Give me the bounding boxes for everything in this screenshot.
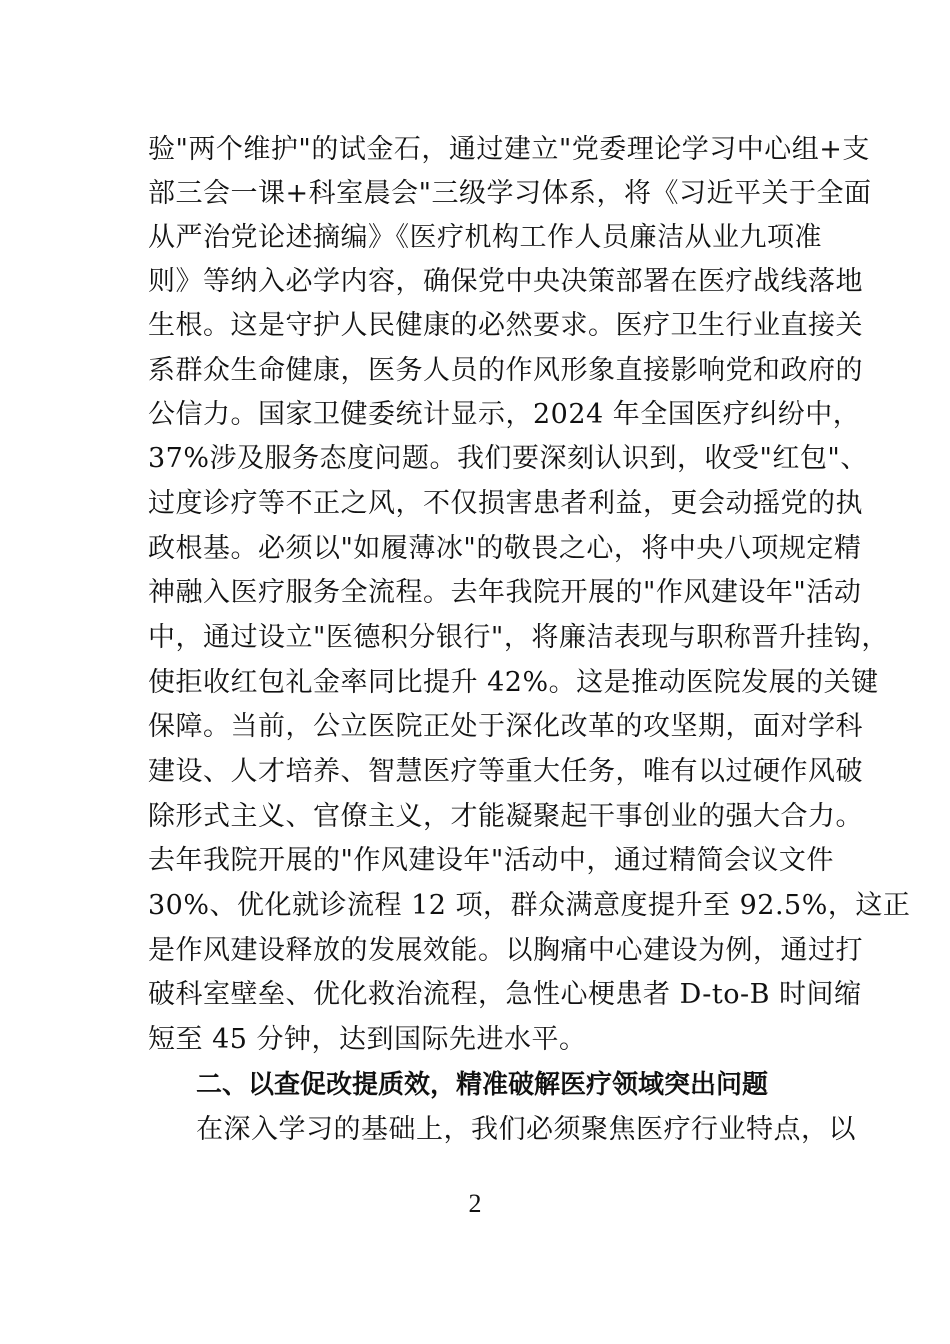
body-line-20: 破科室壁垒、优化救治流程，急性心梗患者 D-to-B 时间缩 bbox=[148, 979, 862, 1010]
body-line-6: 系群众生命健康，医务人员的作风形象直接影响党和政府的 bbox=[148, 355, 863, 386]
body-line-16: 除形式主义、官僚主义，才能凝聚起干事创业的强大合力。 bbox=[148, 801, 863, 832]
body-line-15: 建设、人才培养、智慧医疗等重大任务，唯有以过硬作风破 bbox=[148, 756, 863, 787]
body-line-3: 从严治党论述摘编》《医疗机构工作人员廉洁从业九项准 bbox=[148, 222, 822, 253]
body-line-18: 30%、优化就诊流程 12 项，群众满意度提升至 92.5%，这正 bbox=[148, 890, 911, 921]
body-line-10: 政根基。必须以"如履薄冰"的敬畏之心，将中央八项规定精 bbox=[148, 533, 862, 564]
body-line-19: 是作风建设释放的发展效能。以胸痛中心建设为例，通过打 bbox=[148, 935, 863, 966]
body-line-9: 过度诊疗等不正之风，不仅损害患者利益，更会动摇党的执 bbox=[148, 488, 863, 519]
body-line-7: 公信力。国家卫健委统计显示，2024 年全国医疗纠纷中， bbox=[148, 399, 861, 430]
body-line-4: 则》等纳入必学内容，确保党中央决策部署在医疗战线落地 bbox=[148, 266, 863, 297]
body-line-8: 37%涉及服务态度问题。我们要深刻认识到，收受"红包"、 bbox=[148, 443, 868, 474]
body-line-5: 生根。这是守护人民健康的必然要求。医疗卫生行业直接关 bbox=[148, 310, 863, 341]
body-line-11: 神融入医疗服务全流程。去年我院开展的"作风建设年"活动 bbox=[148, 577, 862, 608]
body-line-12: 中，通过设立"医德积分银行"，将廉洁表现与职称晋升挂钩， bbox=[148, 622, 889, 653]
body-line-17: 去年我院开展的"作风建设年"活动中，通过精简会议文件 bbox=[148, 845, 834, 876]
section-heading: 二、以查促改提质效，精准破解医疗领域突出问题 bbox=[196, 1070, 769, 1100]
body-line-13: 使拒收红包礼金率同比提升 42%。这是推动医院发展的关键 bbox=[148, 667, 879, 698]
body-line-1: 验"两个维护"的试金石，通过建立"党委理论学习中心组+支 bbox=[148, 134, 870, 165]
body-line-14: 保障。当前，公立医院正处于深化改革的攻坚期，面对学科 bbox=[148, 711, 863, 742]
body-line-21: 短至 45 分钟，达到国际先进水平。 bbox=[148, 1024, 587, 1055]
section-first-line: 在深入学习的基础上，我们必须聚焦医疗行业特点，以 bbox=[196, 1114, 856, 1145]
page-number: 2 bbox=[468, 1189, 482, 1218]
body-line-2: 部三会一课+科室晨会"三级学习体系，将《习近平关于全面 bbox=[148, 178, 872, 209]
